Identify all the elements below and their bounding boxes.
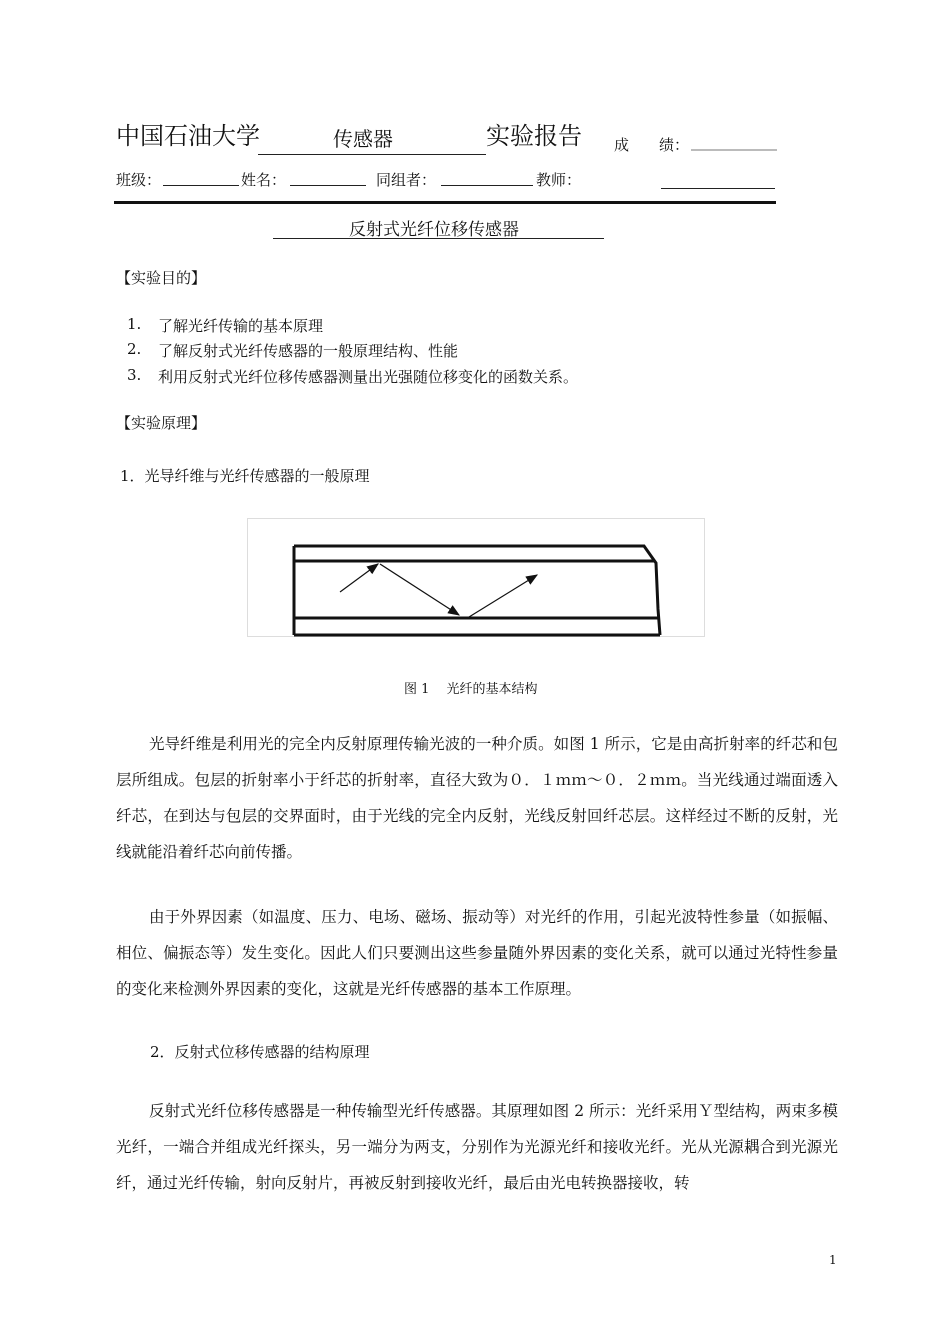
- university-name: 中国石油大学: [116, 122, 260, 150]
- reflected-ray: [380, 564, 459, 615]
- paragraph-2: 由于外界因素（如温度、压力、电场、磁场、振动等）对光纤的作用，引起光波特性参量（如振幅、相位、偏振态等）发生变化。因此人们只要测出这些参量随外界因素的变化关系，就可以通过光特性参量的变化来检测外界因素的变化，这就是光纤传感器的基本工作原理。: [116, 908, 838, 998]
- purpose-item-1-num: 1.: [127, 315, 142, 333]
- header-rule: [114, 201, 776, 204]
- class-label: 班级：: [116, 171, 162, 189]
- name-label: 姓名：: [241, 171, 287, 189]
- score-label: 成 绩：: [614, 136, 690, 154]
- title-underline: [273, 238, 604, 239]
- group-field[interactable]: [441, 185, 533, 186]
- teacher-field[interactable]: [661, 188, 775, 189]
- figure-1-caption: 图 1 光纤的基本结构: [404, 682, 538, 697]
- course-underline: [258, 154, 486, 155]
- name-field[interactable]: [290, 185, 366, 186]
- purpose-item-1: 了解光纤传输的基本原理: [158, 317, 324, 335]
- purpose-item-3-num: 3.: [127, 366, 142, 384]
- subsection-1-heading: 1．光导纤维与光纤传感器的一般原理: [120, 467, 370, 485]
- report-title: 反射式光纤位移传感器: [349, 220, 519, 240]
- incident-ray: [340, 564, 378, 592]
- report-label: 实验报告: [486, 122, 582, 150]
- figure-1: [247, 518, 705, 637]
- course-name: 传感器: [333, 127, 393, 151]
- fiber-outline: [294, 546, 660, 635]
- group-label: 同组者：: [376, 171, 437, 189]
- purpose-item-2: 了解反射式光纤传感器的一般原理结构、性能: [158, 342, 459, 360]
- forward-ray: [469, 575, 537, 617]
- purpose-heading: 【实验目的】: [116, 269, 207, 287]
- page-number: 1: [829, 1253, 837, 1267]
- class-field[interactable]: [163, 185, 239, 186]
- subsection-2-heading: 2．反射式位移传感器的结构原理: [150, 1043, 370, 1061]
- score-field[interactable]: [691, 149, 777, 151]
- principle-heading: 【实验原理】: [116, 414, 207, 432]
- teacher-label: 教师：: [536, 171, 582, 189]
- paragraph-1: 光导纤维是利用光的完全内反射原理传输光波的一种介质。如图 1 所示，它是由高折射率的纤芯和包层所组成。包层的折射率小于纤芯的折射率，直径大致为０．１ｍｍ～０．２ｍｍ。当光线通过端面透入纤芯，在到达与包层的交界面时，由于光线的完全内反射，光线反射回纤芯层。这样经过不断的反射，光线就能沿着纤芯向前传播。: [116, 735, 838, 861]
- purpose-item-3: 利用反射式光纤位移传感器测量出光强随位移变化的函数关系。: [158, 368, 579, 386]
- paragraph-3: 反射式光纤位移传感器是一种传输型光纤传感器。其原理如图 2 所示：光纤采用Ｙ型结构，两束多模光纤，一端合并组成光纤探头，另一端分为两支，分别作为光源光纤和接收光纤。光从光源耦合到光源光纤，通过光纤传输，射向反射片，再被反射到接收光纤，最后由光电转换器接收，转: [116, 1102, 838, 1192]
- purpose-item-2-num: 2.: [127, 340, 142, 358]
- fiber-diagram: [248, 519, 706, 638]
